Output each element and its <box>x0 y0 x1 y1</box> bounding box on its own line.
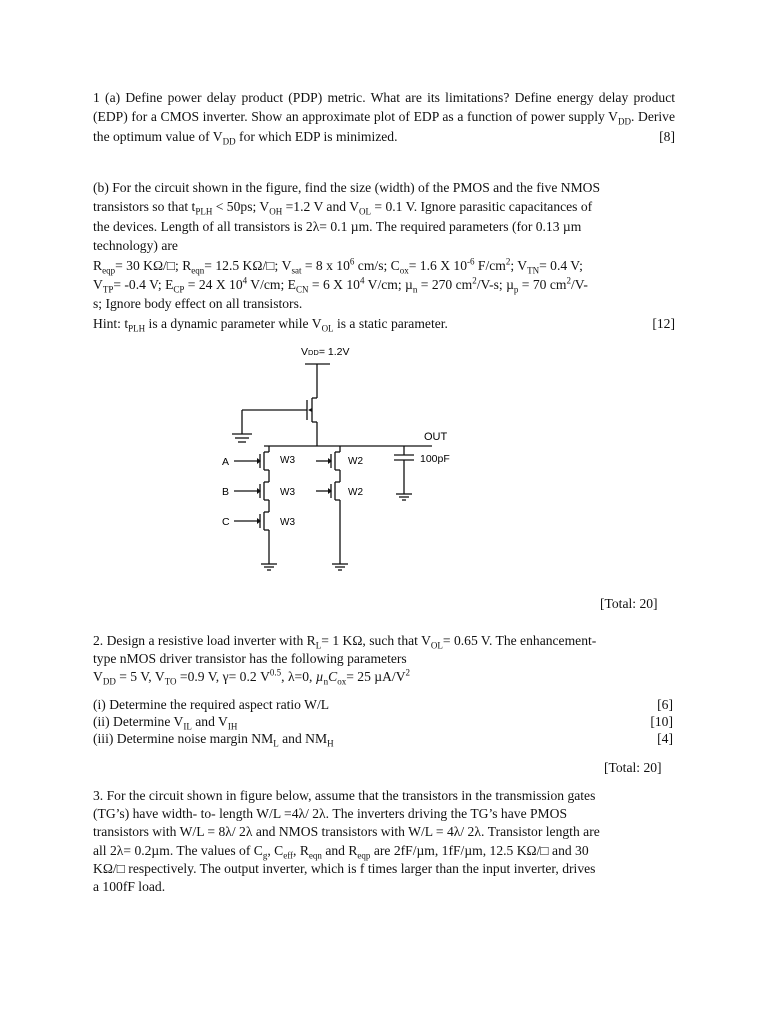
q2-item-iii: (iii) Determine noise margin $NM_L$ and $NM_H$ [4] <box>93 731 673 749</box>
total-q2: [Total: 20] <box>604 760 662 775</box>
question-3: 3. For the circuit shown in figure below, assume that the transistors in the transmission gates (TG’s) have width- to- length W/L =4λ/ 2λ. The inverters driving the TG’s have PMOS transistors with W/L = 8λ/ 2λ and NMOS transistors with W/L = 4λ/ 2λ. Transistor length are all 2λ= 0.2µm. The values of $C_g$, $C_{eff}$, $R_{eqn}$ and $R_{eqp}$ are 2fF/µm, 1fF/µm, 12.5 KΩ/□ and 30 KΩ/□ respectively. The output inverter, which is f times larger than the input inverter, drives a 100fF load. <box>93 788 600 895</box>
w2-label-2: W2 <box>348 487 363 498</box>
question-1b: (b) For the circuit shown in the figure, find the size (width) of the PMOS and the five NMOS transistors so that $t_{PLH} < 50ps$; $V_{OH} =1.2$ V and $V_{OL} = 0.1$ V. Ignore parasitic capacitances of the devices. Length of all transistors is 2λ= 0.1 µm. The required parameters (for 0.13 µm technology) are $R_{eqp}= 30$ KΩ/□; $R_{eqn}= 12.5$ KΩ/□; $V_{sat} = 8$ x $10^6$ cm/s; $C_{ox}= 1.6$ X $10^{-6}$ $F/cm^2$; $V_{TN}= 0.4$ V; $V_{TP}= -0.4$ V; $E_{CP} = 24$ X $10^4$ V/cm; $E_{CN} = 6$ X $10^4$ V/cm; µ$_n$ = 270 $cm^2/V-s$; µ$_p$ = 70 $cm^2/V-$ s; Ignore body effect on all transistors. Hint: $t_{PLH}$ is a dynamic parameter while $V_{OL}$ is a static parameter. [12] <box>93 180 675 334</box>
input-b-label: B <box>222 486 230 498</box>
out-label: OUT <box>424 431 448 443</box>
q2-item-i: (i) Determine the required aspect ratio W/L [6] <box>93 697 673 712</box>
q2-item-ii: (ii) Determine $V_{IL}$ and $V_{IH}$ [10] <box>93 714 673 732</box>
w3-label-2: W3 <box>280 487 295 498</box>
vdd-label: VDD= 1.2V <box>301 346 350 358</box>
w3-label-3: W3 <box>280 517 295 528</box>
total-q1: [Total: 20] <box>600 596 658 611</box>
marks-1a: [8] <box>659 128 675 144</box>
cap-label: 100pF <box>420 453 450 465</box>
w2-label-1: W2 <box>348 456 363 467</box>
question-1a: 1 (a) Define power delay product (PDP) metric. What are its limitations? Define energy delay product (EDP) for a CMOS inverter. Show an approximate plot of EDP as a function of power supply $V_{DD}$. Derive the optimum value of $V_{DD}$ for which EDP is minimized. [8] <box>93 90 675 147</box>
input-a-label: A <box>222 456 230 468</box>
input-c-label: C <box>222 516 230 528</box>
circuit-diagram-1 <box>200 340 500 580</box>
marks-1b: [12] <box>652 315 675 331</box>
question-2: 2. Design a resistive load inverter with $R_L= 1$ KΩ, such that $V_{OL}= 0.65$ V. The enhancement- type nMOS driver transistor has the following parameters $V_{DD} = 5$ V, $V_{TO} =0.9$ V, γ= 0.2 $V^{0.5}$, λ=0, $\mu_nC_{ox}= 25$ $\mu A/V^2$ <box>93 633 597 687</box>
w3-label-1: W3 <box>280 455 295 466</box>
